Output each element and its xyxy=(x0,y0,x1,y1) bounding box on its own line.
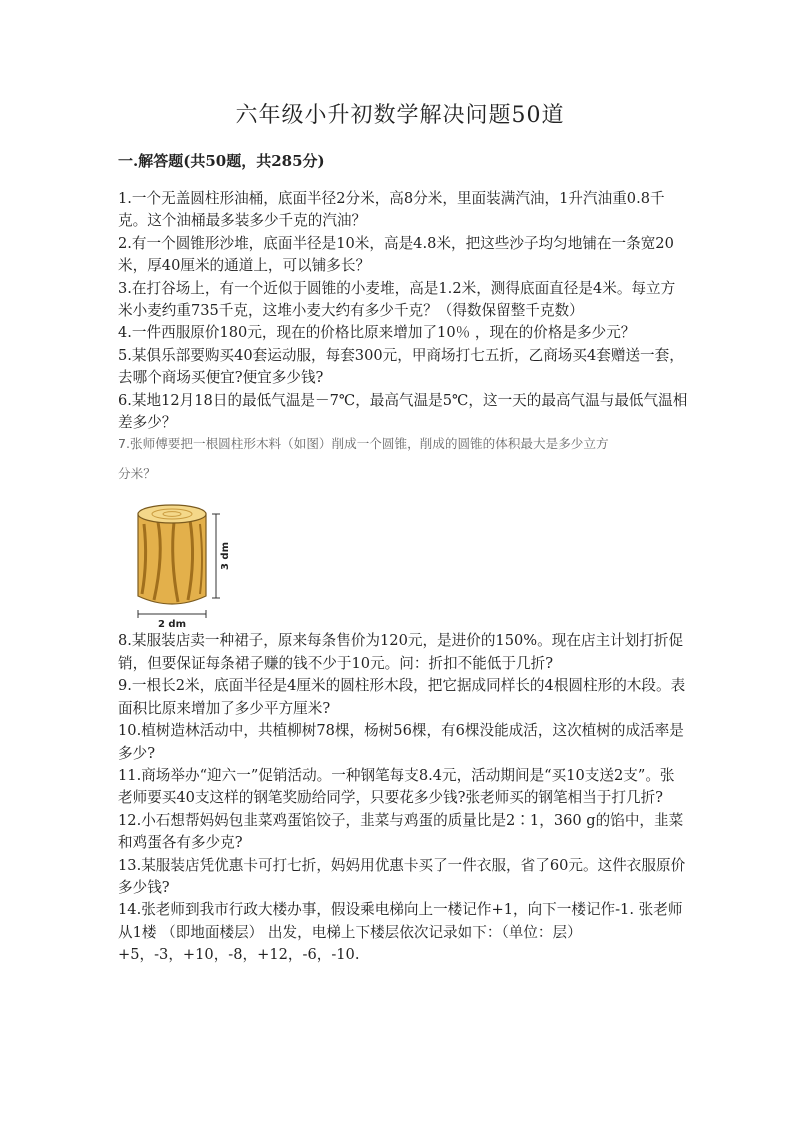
question-10: 10.植树造林活动中，共植柳树78棵，杨树56棵，有6棵没能成活，这次植树的成活率是多少? xyxy=(118,722,684,762)
question-list xyxy=(118,188,688,967)
document-title: 六年级小升初数学解决问题50道 xyxy=(235,103,565,128)
question-6: 6.某地12月18日的最低气温是－7℃，最高气温是5℃，这一天的最高气温与最低气温相差多少？ xyxy=(118,391,688,432)
log-top xyxy=(138,505,206,523)
question-1: 1.一个无盖圆柱形油桶，底面半径2分米，高8分米，里面装满汽油，1升汽油重0.8千克。这个油桶最多装多少千克的汽油？ xyxy=(118,190,665,230)
question-7-text: 7.张师傅要把一根圆柱形木料（如图）削成一个圆锥，削成的圆锥的体积最大是多少立方 xyxy=(118,436,609,452)
height-label: 3 dm xyxy=(220,542,231,571)
question-7-tail: 分米？ xyxy=(118,466,156,482)
question-7 xyxy=(118,434,688,484)
question-9: 9.一根长2米，底面半径是4厘米的圆柱形木段，把它据成同样长的4根圆柱形的木段。表面积比原来增加了多少平方厘米? xyxy=(118,677,686,717)
question-14: 14.张老师到我市行政大楼办事，假设乘电梯向上一楼记作+1，向下一楼记作-1. 张老师从1楼 （即地面楼层） 出发，电梯上下楼层依次记录如下：（单位：层）+5，-3，+10，-8，+12，-6，-10. xyxy=(118,901,683,964)
question-11: 11.商场举办“迎六一”促销活动。一种钢笔每支8.4元，活动期间是“买10支送2支”。张老师要买40支这样的钢笔奖励给同学，只要花多少钱?张老师买的钢笔相当于打几折? xyxy=(118,766,675,807)
question-5: 5.某俱乐部要购买40套运动服，每套300元，甲商场打七五折，乙商场买4套赠送一套，去哪个商场买便宜?便宜多少钱? xyxy=(118,346,684,387)
question-13: 13.某服装店凭优惠卡可打七折，妈妈用优惠卡买了一件衣服，省了60元。这件衣服原价多少钱? xyxy=(118,856,686,896)
cylinder-log-figure xyxy=(124,500,254,630)
question-2: 2.有一个圆锥形沙堆，底面半径是10米，高是4.8米，把这些沙子均匀地铺在一条宽20米，厚40厘米的通道上，可以铺多长？ xyxy=(118,234,674,275)
question-4: 4.一件西服原价180元，现在的价格比原来增加了10％ ，现在的价格是多少元？ xyxy=(118,324,636,342)
question-3: 3.在打谷场上，有一个近似于圆锥的小麦堆，高是1.2米，测得底面直径是4米。每立方米小麦约重735千克，这堆小麦大约有多少千克？（得数保留整千克数） xyxy=(118,279,676,320)
section-heading: 一.解答题(共50题，共285分) xyxy=(118,152,325,170)
question-12: 12.小石想帮妈妈包韭菜鸡蛋馅饺子，韭菜与鸡蛋的质量比是2∶1，360 g的馅中，韭菜和鸡蛋各有多少克? xyxy=(118,811,684,852)
diameter-label: 2 dm xyxy=(157,619,187,631)
question-8: 8.某服装店卖一种裙子，原来每条售价为120元，是进价的150%。现在店主计划打折促销，但要保证每条裙子赚的钱不少于10元。问：折扣不能低于几折? xyxy=(118,632,684,672)
